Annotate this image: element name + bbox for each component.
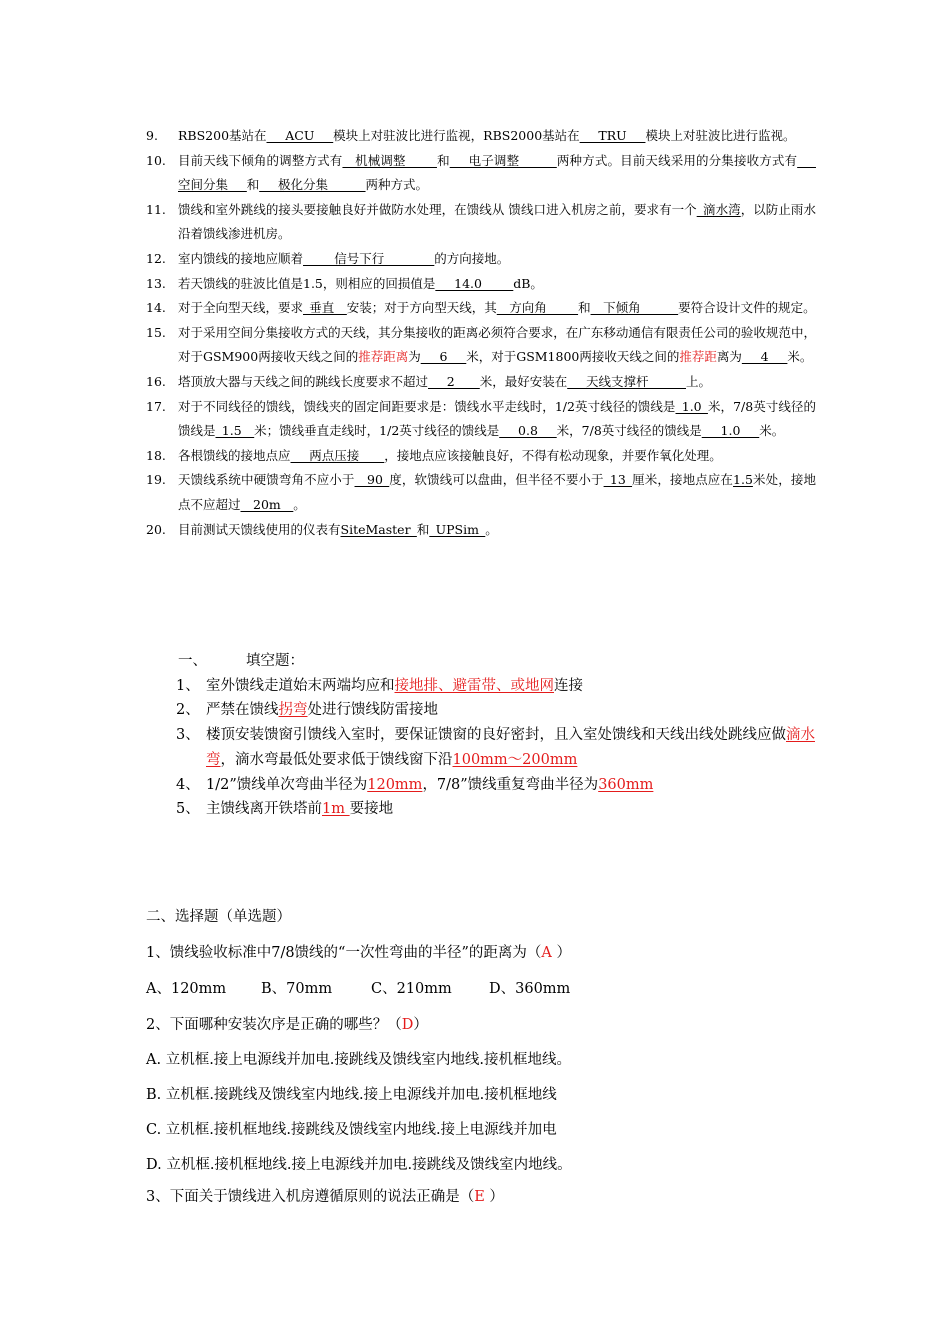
- answer-blank-red: 120mm: [367, 776, 423, 793]
- answer-blank: ___0.8___: [499, 423, 557, 439]
- answer-blank: ___4___: [741, 349, 788, 365]
- text-segment: 对于采用空间分集接收方式的天线，其分集接收的距离必须符合要求，在广东移动通信有限责任公司的验收规范中，对于GSM900两接收天线之间的: [178, 324, 816, 365]
- answer-blank: ___1.0___: [701, 423, 760, 439]
- text-segment: 1、馈线验收标准中7/8馈线的“一次性弯曲的半径”的距离为（: [146, 945, 542, 961]
- item-text: [206, 674, 816, 699]
- answer-blank: _____信号下行________: [303, 250, 435, 266]
- text-segment: 厘米，接地点应在: [632, 472, 734, 488]
- option-text: B. 立机框.接跳线及馈线室内地线.接上电源线并加电.接机框地线: [146, 1087, 557, 1103]
- question-item: [146, 198, 816, 247]
- question-number: 11.: [146, 201, 166, 217]
- text-segment: 安装；对于方向型天线，其: [346, 300, 497, 316]
- fill-in-section: [176, 649, 816, 822]
- text-segment: 楼顶安装馈窗引馈线入室时，要保证馈窗的良好密封，且入室处馈线和天线出线处跳线应做: [206, 727, 786, 744]
- text-segment: 的方向接地。: [434, 250, 510, 266]
- option-d: [146, 1153, 572, 1174]
- option-item: B、70mm: [261, 981, 333, 997]
- question-text: [178, 124, 816, 149]
- highlight-text: E: [474, 1189, 485, 1205]
- question-text: [178, 149, 816, 198]
- item-text: [206, 698, 816, 723]
- text-segment: 米。: [759, 423, 785, 439]
- fill-item: [176, 773, 816, 798]
- fill-in-questions-part1: [146, 124, 816, 542]
- answer-blank: ___电子调整______: [449, 152, 557, 168]
- text-segment: ，以防止雨水沿着馈线渗进机房。: [178, 201, 816, 242]
- option-item: C、210mm: [371, 981, 452, 997]
- question-text: [178, 272, 816, 297]
- section-title: [176, 649, 816, 674]
- answer-blank: _UPSim_: [429, 521, 486, 537]
- question-item: [146, 444, 816, 469]
- item-number: 1、: [176, 677, 200, 694]
- question-text: [178, 321, 816, 370]
- text-segment: 要接地: [349, 801, 394, 818]
- text-segment: ）: [484, 1189, 504, 1205]
- text-segment: 离为: [716, 349, 742, 365]
- question-number: 10.: [146, 152, 166, 168]
- item-text: [206, 773, 816, 798]
- text-segment: ）: [551, 945, 571, 961]
- question-text: [178, 247, 816, 272]
- fill-item: [176, 698, 816, 723]
- question-text: [178, 296, 816, 321]
- question-number: 19.: [146, 472, 166, 488]
- question-number: 20.: [146, 521, 166, 537]
- fill-item: [176, 674, 816, 699]
- choice-heading: [146, 905, 291, 926]
- question-item: [146, 321, 816, 370]
- question-text: [178, 370, 816, 395]
- highlight-text: 推荐距离: [358, 349, 409, 365]
- question-number: 13.: [146, 275, 166, 291]
- answer-blank: __90_: [354, 472, 390, 488]
- question-1-options: [146, 977, 599, 998]
- answer-blank: _1.5__: [215, 423, 255, 439]
- heading-text: 二、选择题（单选题）: [146, 909, 291, 925]
- text-segment: 米，最好安装在: [479, 373, 568, 389]
- text-segment: 馈线和室外跳线的接头要接触良好并做防水处理，在馈线从 馈线口进入机房之前，要求有一个: [178, 201, 697, 217]
- option-item: D、360mm: [489, 981, 571, 997]
- answer-blank: _1.0_: [675, 398, 708, 414]
- question-number: 9.: [146, 128, 158, 143]
- question-text: [178, 444, 816, 469]
- question-text: [178, 395, 816, 444]
- text-segment: 对于全向型天线，要求: [178, 300, 304, 316]
- text-segment: 。: [293, 496, 306, 512]
- question-number: 17.: [146, 398, 166, 414]
- question-text: [178, 468, 816, 517]
- text-segment: 目前天线下倾角的调整方式有: [178, 152, 343, 168]
- highlight-text: 推荐距: [679, 349, 717, 365]
- option-text: A. 立机框.接上电源线并加电.接跳线及馈线室内地线.接机框地线。: [146, 1052, 572, 1068]
- fill-item: [176, 797, 816, 822]
- text-segment: 度，软馈线可以盘曲，但半径不要小于: [389, 472, 604, 488]
- text-segment: 目前测试天馈线使用的仪表有: [178, 521, 341, 537]
- item-number: 5、: [176, 801, 200, 818]
- text-segment: ）: [413, 1017, 428, 1033]
- text-segment: 2、下面哪种安装次序是正确的哪些？（: [146, 1017, 402, 1033]
- text-segment: 1/2”馈线单次弯曲半径为: [206, 776, 368, 793]
- text-segment: 和: [246, 177, 260, 193]
- text-segment: 米；馈线垂直走线时，1/2英寸线径的馈线是: [254, 423, 500, 439]
- text-segment: dB。: [513, 275, 543, 291]
- text-segment: ，接地点应该接触良好，不得有松动现象，并要作氧化处理。: [384, 447, 722, 463]
- text-segment: 处进行馈线防雷接地: [307, 702, 438, 719]
- text-segment: 室外馈线走道始末两端均应和: [206, 677, 395, 694]
- question-number: 18.: [146, 447, 166, 463]
- text-segment: 连接: [554, 677, 583, 694]
- question-number: 15.: [146, 324, 166, 340]
- text-segment: 为: [408, 349, 421, 365]
- question-item: [146, 296, 816, 321]
- answer-blank: 1.5: [733, 472, 753, 488]
- text-segment: 对于不同线径的馈线，馈线夹的固定间距要求是：馈线水平走线时，1/2英寸线径的馈线是: [178, 398, 676, 414]
- item-text: [206, 797, 816, 822]
- question-1: [146, 941, 571, 962]
- answer-blank: __机械调整_____: [342, 152, 437, 168]
- option-c: [146, 1118, 557, 1139]
- text-segment: 两种方式。: [365, 177, 429, 193]
- answer-blank: __方向角_____: [496, 300, 579, 316]
- answer-blank: ___6___: [420, 349, 467, 365]
- answer-blank: _垂直__: [303, 300, 347, 316]
- text-segment: 米处，接地点不应超过: [178, 472, 816, 512]
- fill-item: [176, 723, 816, 772]
- question-item: [146, 124, 816, 149]
- question-2: [146, 1013, 428, 1034]
- question-number: 16.: [146, 373, 166, 389]
- text-segment: 米，7/8英寸线径的馈线是: [178, 398, 816, 439]
- answer-blank: _13_: [603, 472, 633, 488]
- question-text: [178, 198, 816, 247]
- question-number: 14.: [146, 300, 166, 316]
- text-segment: 严禁在馈线: [206, 702, 279, 719]
- text-segment: 室内馈线的接地应顺着: [178, 250, 304, 266]
- answer-blank: _滴水湾: [696, 201, 741, 217]
- question-text: [178, 518, 816, 543]
- answer-blank: ___极化分集______: [259, 177, 366, 193]
- answer-blank: __下倾角______: [590, 300, 679, 316]
- answer-blank: __20m__: [240, 496, 294, 512]
- text-segment: 各根馈线的接地点应: [178, 447, 291, 463]
- highlight-text: D: [401, 1017, 414, 1033]
- question-3: [146, 1185, 504, 1206]
- text-segment: 。: [485, 521, 498, 537]
- item-number: 3、: [176, 727, 200, 744]
- question-item: [146, 247, 816, 272]
- text-segment: 模块上对驻波比进行监视。: [645, 128, 796, 143]
- item-text: [206, 723, 816, 772]
- answer-blank-red: 滴水弯: [206, 727, 815, 768]
- section-heading: 填空题：: [246, 653, 304, 669]
- text-segment: 和: [416, 521, 430, 537]
- text-segment: 塔顶放大器与天线之间的跳线长度要求不超过: [178, 373, 429, 389]
- question-item: [146, 272, 816, 297]
- text-segment: ，7/8”馈线重复弯曲半径为: [422, 776, 599, 793]
- text-segment: 两种方式。目前天线采用的分集接收方式有: [556, 152, 798, 168]
- section-number: 一、: [178, 653, 207, 669]
- item-number: 2、: [176, 702, 200, 719]
- answer-blank: SiteMaster_: [340, 521, 417, 537]
- answer-blank: ___两点压接____: [290, 447, 385, 463]
- text-segment: 和: [436, 152, 450, 168]
- text-segment: 米，7/8英寸线径的馈线是: [556, 423, 702, 439]
- text-segment: RBS200基站在: [178, 128, 267, 143]
- item-number: 4、: [176, 776, 200, 793]
- answer-blank-red: 100mm～200mm: [452, 751, 578, 768]
- option-b: [146, 1083, 557, 1104]
- text-segment: 米。: [787, 349, 813, 365]
- text-segment: 主馈线离开铁塔前: [206, 801, 322, 818]
- text-segment: 若天馈线的驻波比值是1.5，则相应的回损值是: [178, 275, 436, 291]
- answer-blank: ___TRU___: [579, 128, 646, 143]
- answer-blank-red: 接地排、避雷带、或地网: [394, 677, 554, 694]
- text-segment: 天馈线系统中硬馈弯角不应小于: [178, 472, 355, 488]
- question-item: [146, 395, 816, 444]
- text-segment: 和: [578, 300, 591, 316]
- option-text: D. 立机框.接机框地线.接上电源线并加电.接跳线及馈线室内地线。: [146, 1157, 572, 1173]
- question-number: 12.: [146, 250, 166, 266]
- question-item: [146, 149, 816, 198]
- text-segment: 模块上对驻波比进行监视，RBS2000基站在: [333, 128, 580, 143]
- highlight-text: A: [541, 945, 552, 961]
- answer-blank: ___14.0_____: [435, 275, 514, 291]
- text-segment: 米，对于GSM1800两接收天线之间的: [466, 349, 680, 365]
- option-item: A、120mm: [146, 981, 227, 997]
- answer-blank: ___空间分集___: [178, 152, 816, 193]
- text-segment: ，滴水弯最低处要求低于馈线窗下沿: [220, 751, 453, 768]
- option-a: [146, 1048, 571, 1069]
- question-item: [146, 370, 816, 395]
- option-text: C. 立机框.接机框地线.接跳线及馈线室内地线.接上电源线并加电: [146, 1122, 557, 1138]
- question-item: [146, 518, 816, 543]
- text-segment: 要符合设计文件的规定。: [678, 300, 816, 316]
- answer-blank-red: 1m: [322, 801, 350, 818]
- answer-blank: ___天线支撑杆______: [567, 373, 686, 389]
- answer-blank: ___ACU___: [266, 128, 334, 143]
- answer-blank-red: 拐弯: [278, 702, 308, 719]
- question-item: [146, 468, 816, 517]
- answer-blank-red: 360mm: [598, 776, 654, 793]
- answer-blank: ___2____: [428, 373, 480, 389]
- text-segment: 上。: [686, 373, 712, 389]
- text-segment: 3、下面关于馈线进入机房遵循原则的说法正确是（: [146, 1189, 475, 1205]
